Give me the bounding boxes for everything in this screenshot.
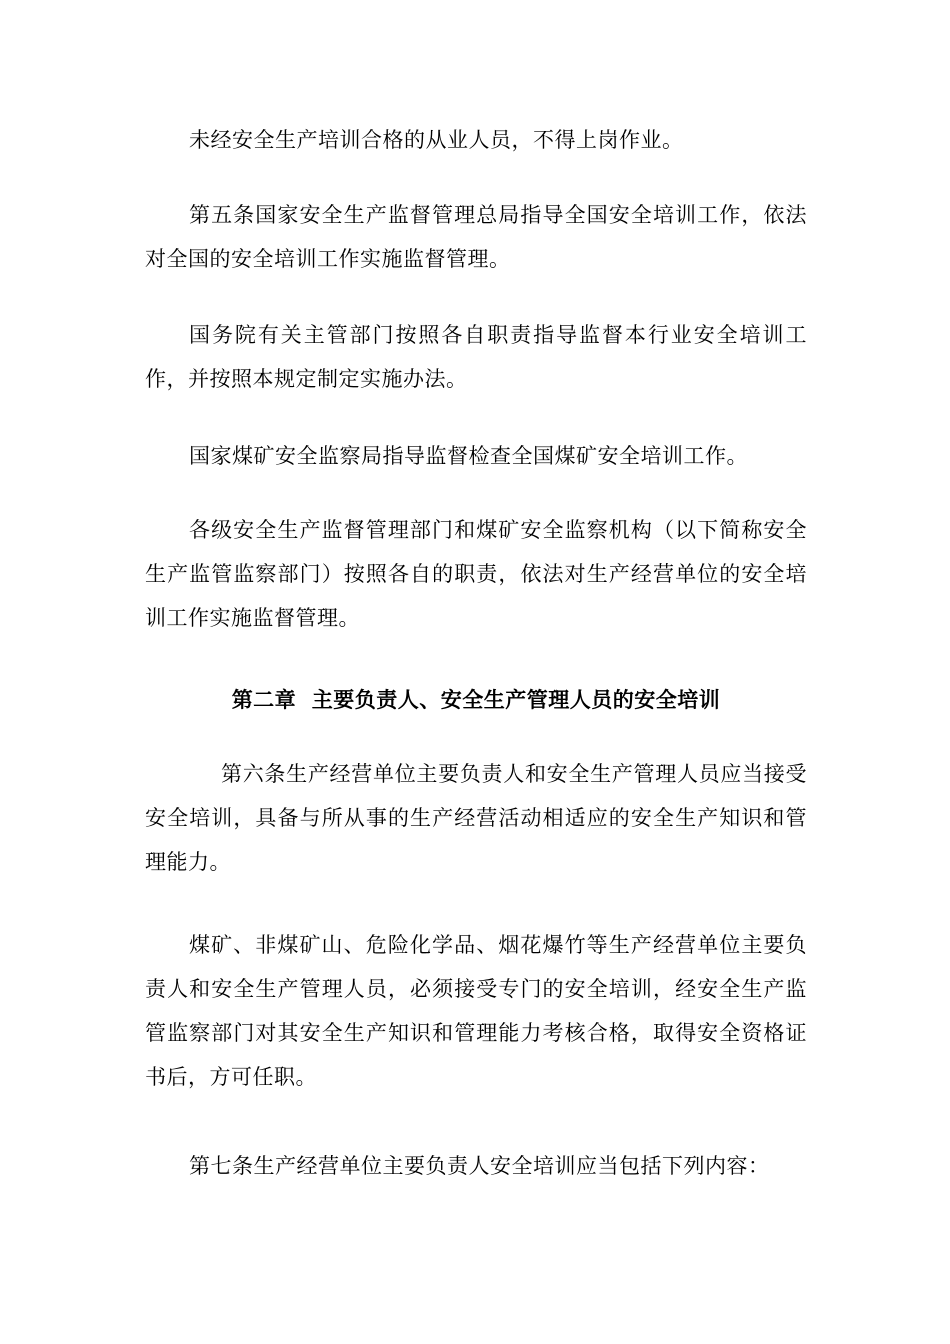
paragraph-untrained-workers: 未经安全生产培训合格的从业人员，不得上岗作业。	[189, 128, 684, 152]
paragraph-article-6: 第六条生产经营单位主要负责人和安全生产管理人员应当接受安全培训，具备与所从事的生产经营活动相适应的安全生产知识和管理能力。	[145, 762, 807, 874]
paragraph-article-5: 第五条国家安全生产监督管理总局指导全国安全培训工作，依法对全国的安全培训工作实施监督管理。	[145, 203, 807, 271]
paragraph-state-council: 国务院有关主管部门按照各自职责指导监督本行业安全培训工作，并按照本规定制定实施办法。	[145, 323, 807, 391]
paragraph-supervision-departments: 各级安全生产监督管理部门和煤矿安全监察机构（以下简称安全生产监管监察部门）按照各自的职责，依法对生产经营单位的安全培训工作实施监督管理。	[145, 518, 807, 630]
paragraph-high-risk-units: 煤矿、非煤矿山、危险化学品、烟花爆竹等生产经营单位主要负责人和安全生产管理人员，必须接受专门的安全培训，经安全生产监管监察部门对其安全生产知识和管理能力考核合格，取得安全资格证书后，方可任职。	[145, 933, 807, 1089]
chapter-heading: 第二章 主要负责人、安全生产管理人员的安全培训	[231, 687, 721, 712]
paragraph-article-7: 第七条生产经营单位主要负责人安全培训应当包括下列内容：	[189, 1154, 770, 1178]
paragraph-coal-mine-bureau: 国家煤矿安全监察局指导监督检查全国煤矿安全培训工作。	[189, 444, 748, 468]
